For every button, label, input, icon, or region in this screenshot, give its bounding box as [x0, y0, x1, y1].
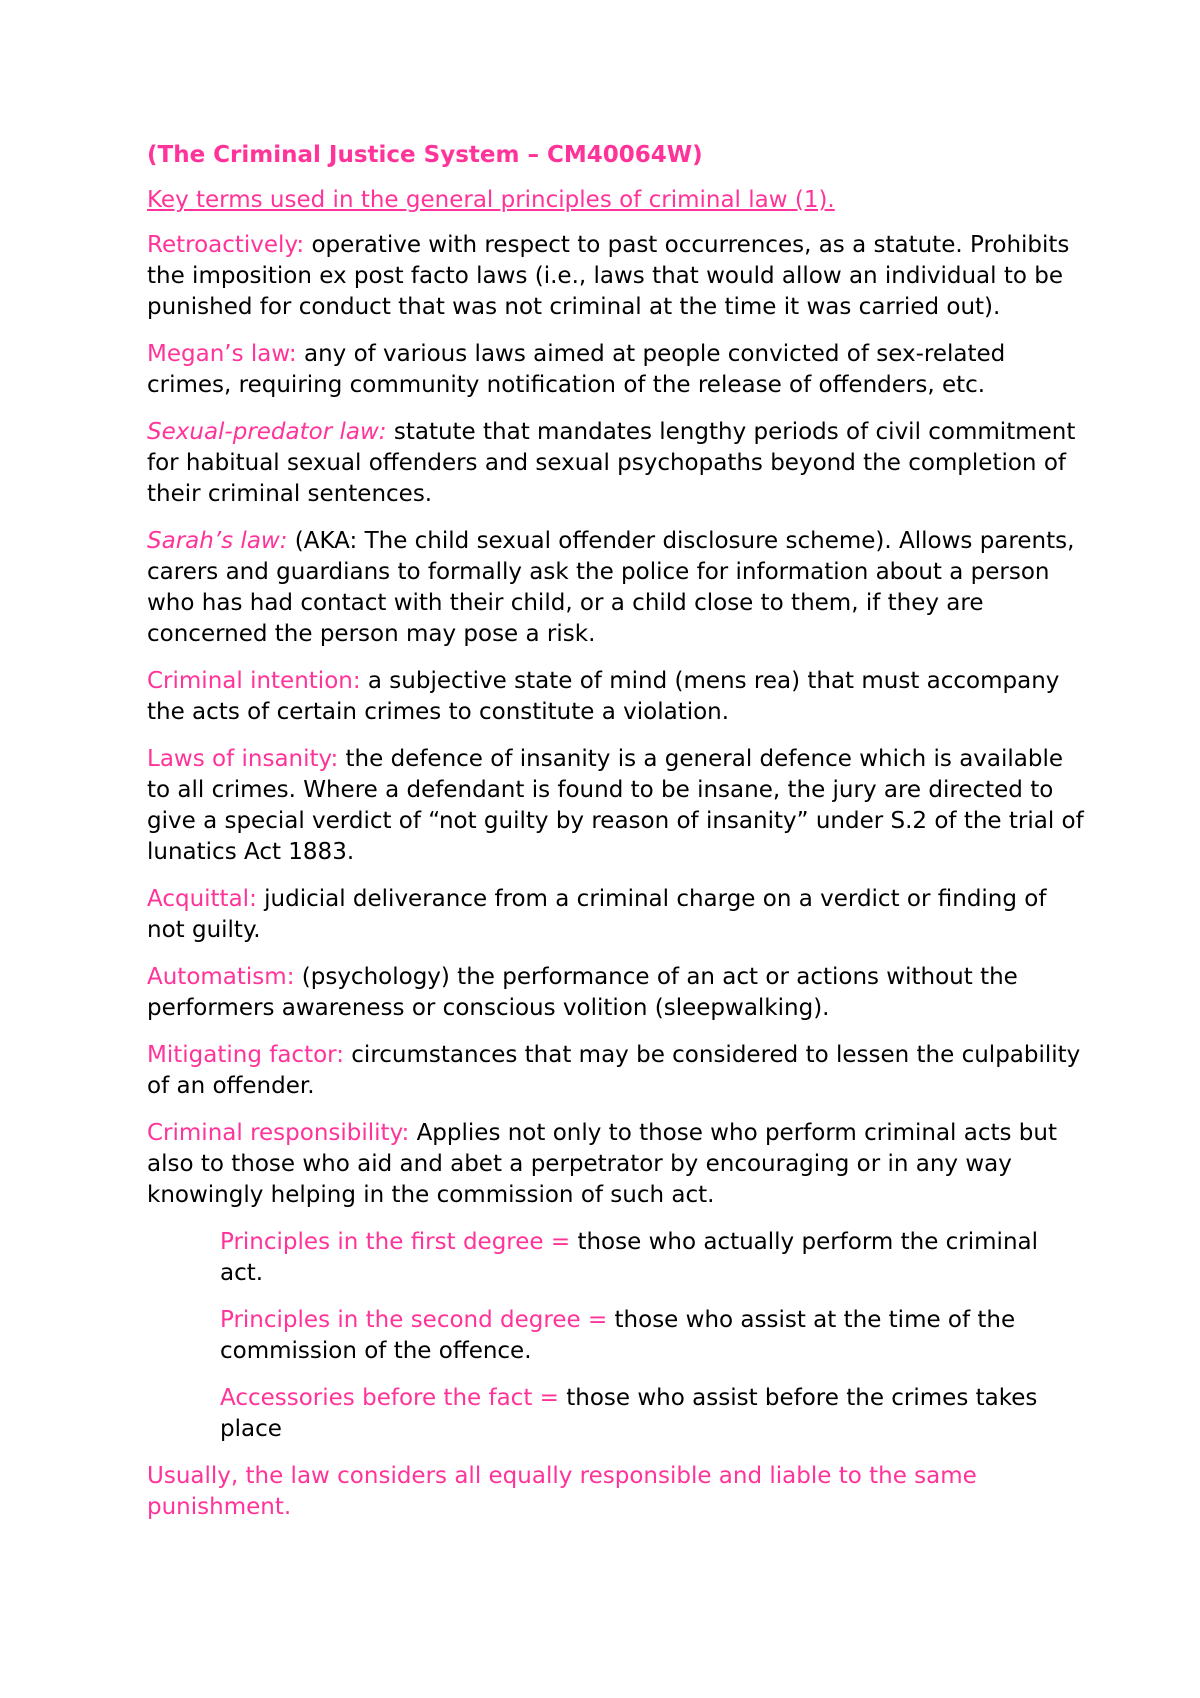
definition-acquittal [147, 884, 1087, 946]
term-definition: statute that mandates lengthy periods of civil commitment for habitual sexual offenders and sexual psychopaths beyond the completion of their criminal sentences. [147, 419, 1076, 507]
term-definition: any of various laws aimed at people convicted of sex-related crimes, requiring community notification of the release of offenders, etc. [147, 341, 1006, 398]
term-label: Criminal responsibility: [147, 1120, 410, 1146]
definition-automatism [147, 962, 1087, 1024]
definition-megans-law [147, 339, 1087, 401]
principle-definition: those who assist before the crimes takes place [220, 1385, 1038, 1442]
term-definition: Applies not only to those who perform criminal acts but also to those who aid and abet a perpetrator by encouraging or in any way knowingly helping in the commission of such act. [147, 1120, 1058, 1208]
term-label: Megan’s law: [147, 341, 297, 367]
term-label: Retroactively: [147, 232, 305, 258]
conclusion-paragraph: Usually, the law considers all equally responsible and liable to the same punishment. [147, 1463, 977, 1520]
term-definition: operative with respect to past occurrences, as a statute. Prohibits the imposition ex post facto laws (i.e., laws that would allow an individual to be punished for conduct that was not criminal at the time it was carried out). [147, 232, 1070, 320]
term-definition: the defence of insanity is a general defence which is available to all crimes. Where a defendant is found to be insane, the jury are directed to give a special verdict of “not guilty by reason of insanity” under S.2 of the trial of lunatics Act 1883. [147, 746, 1084, 865]
term-definition: a subjective state of mind (mens rea) that must accompany the acts of certain crimes to constitute a violation. [147, 668, 1060, 725]
definition-mitigating-factor [147, 1040, 1087, 1102]
term-definition: (psychology) the performance of an act or actions without the performers awareness or conscious volition (sleepwalking). [147, 964, 1018, 1021]
principle-label: Principles in the first degree = [220, 1229, 571, 1255]
term-label: Mitigating factor: [147, 1042, 344, 1068]
definition-sarahs-law [147, 526, 1087, 650]
document-title: (The Criminal Justice System – CM40064W) [147, 142, 703, 168]
term-label: Automatism: [147, 964, 295, 990]
term-label: Sexual-predator law: [147, 419, 387, 445]
term-definition: (AKA: The child sexual offender disclosure scheme). Allows parents, carers and guardians to formally ask the police for information about a person who has had contact with their child, or a child close to them, if they are concerned the person may pose a risk. [147, 528, 1075, 647]
definition-sexual-predator-law [147, 417, 1087, 510]
term-definition: circumstances that may be considered to lessen the culpability of an offender. [147, 1042, 1081, 1099]
document-page [147, 140, 1087, 1539]
definition-laws-of-insanity [147, 744, 1087, 868]
document-subtitle: Key terms used in the general principles of criminal law (1). [147, 187, 835, 213]
term-label: Acquittal: [147, 886, 257, 912]
definition-criminal-responsibility [147, 1118, 1087, 1211]
term-definition: judicial deliverance from a criminal charge on a verdict or finding of not guilty. [147, 886, 1047, 943]
principle-accessories [220, 1383, 1087, 1445]
principle-second-degree [220, 1305, 1087, 1367]
principle-definition: those who actually perform the criminal act. [220, 1229, 1039, 1286]
principle-definition: those who assist at the time of the commission of the offence. [220, 1307, 1016, 1364]
principle-label: Principles in the second degree = [220, 1307, 608, 1333]
term-label: Criminal intention: [147, 668, 361, 694]
principle-first-degree [220, 1227, 1087, 1289]
definition-criminal-intention [147, 666, 1087, 728]
term-label: Laws of insanity: [147, 746, 339, 772]
principle-label: Accessories before the fact = [220, 1385, 559, 1411]
definition-retroactively [147, 230, 1087, 323]
term-label: Sarah’s law: [147, 528, 288, 554]
